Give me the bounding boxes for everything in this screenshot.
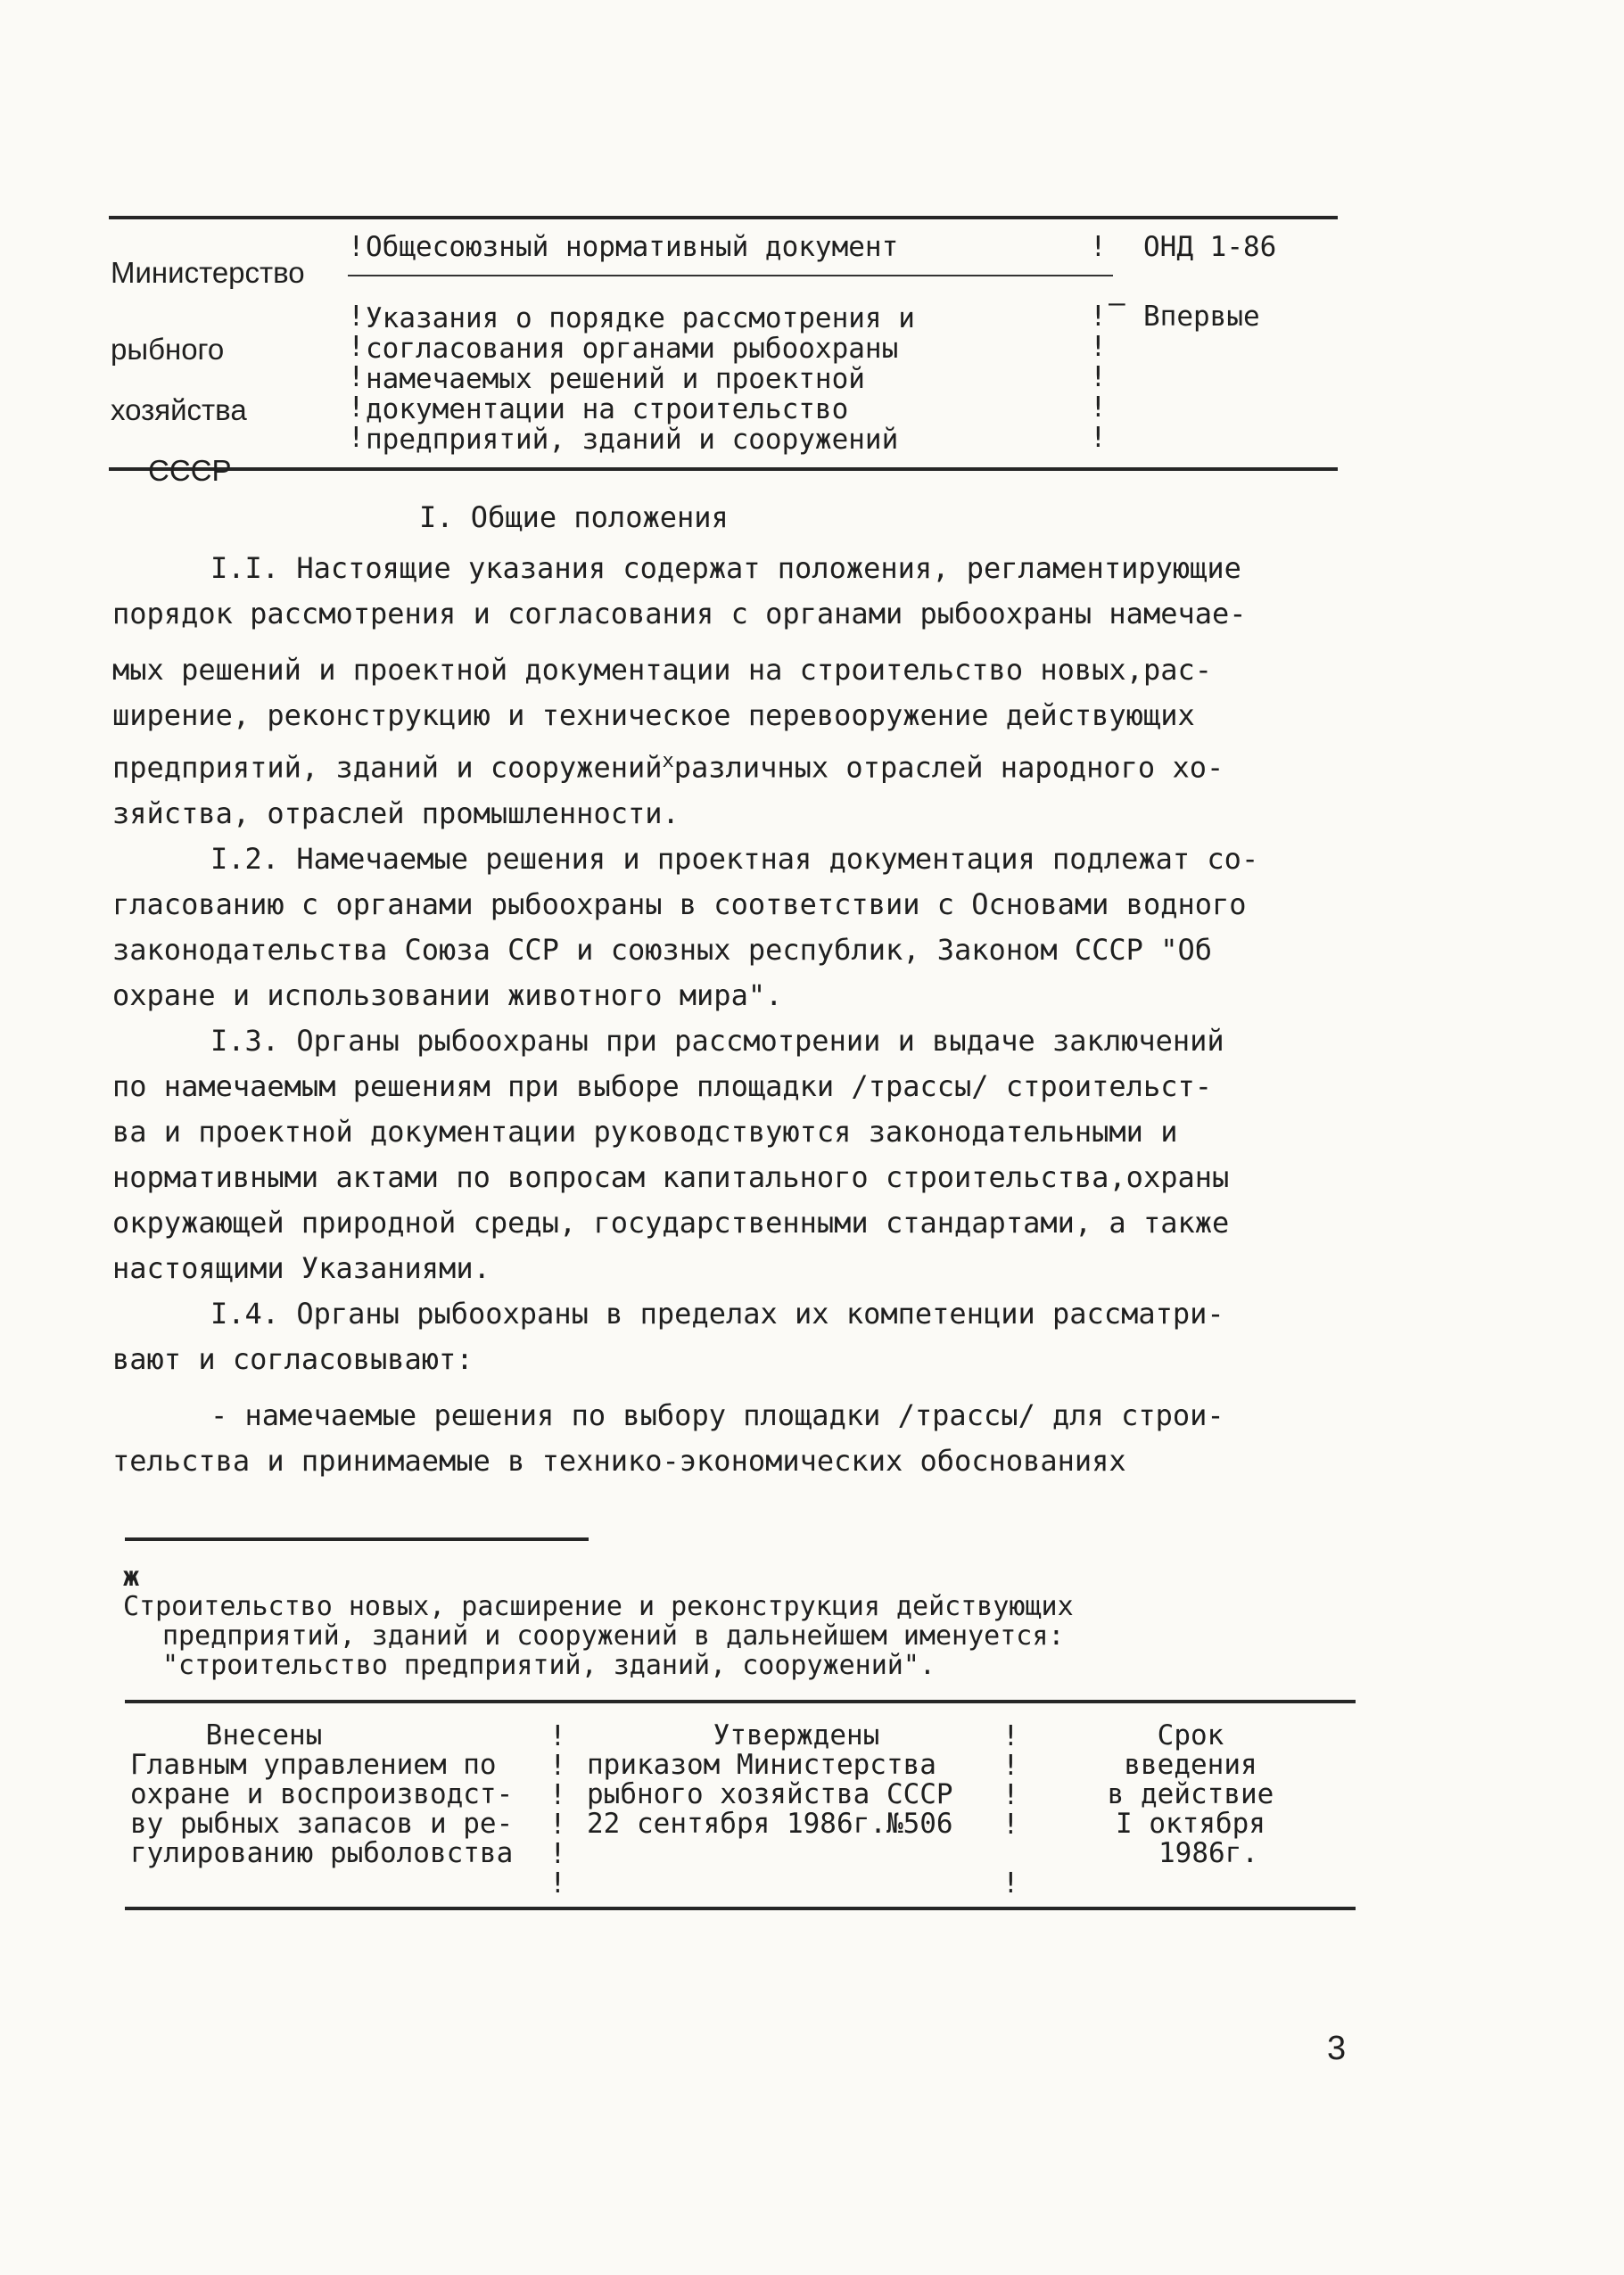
separator-mark: ! (348, 361, 365, 393)
section-title: I. Общие положения (419, 500, 729, 534)
introduced-line: Главным управлением по (130, 1749, 497, 1781)
separator-mark: ! (348, 301, 365, 333)
separator-mark: ! (549, 1838, 566, 1870)
text-line: I.I. Настоящие указания содержат положения, регламентирующие (210, 551, 1241, 585)
footnote-text: Строительство новых, расширение и реконструкция действующих (123, 1591, 1074, 1622)
separator-mark: ! (348, 331, 365, 363)
text-fragment: предприятий, зданий и сооружений (112, 750, 663, 785)
separator-mark: ! (1090, 301, 1107, 333)
separator-mark: ! (1002, 1867, 1019, 1900)
ministry-line: Министерство (111, 256, 305, 289)
separator-mark: ! (348, 422, 365, 454)
separator-mark: ! (549, 1867, 566, 1900)
title-line: предприятий, зданий и сооружений (366, 424, 899, 456)
text-line: порядок рассмотрения и согласования с органами рыбоохраны намечае- (112, 597, 1247, 631)
first-edition-label: Впервые (1143, 301, 1260, 333)
title-line: документации на строительство (366, 393, 849, 425)
effective-line: I октября (1116, 1808, 1265, 1840)
document-header (109, 216, 1338, 487)
text-line: I.3. Органы рыбоохраны при рассмотрении и выдаче заключений (210, 1023, 1224, 1058)
approved-line: рыбного хозяйства СССР (587, 1778, 953, 1810)
approved-line: 22 сентября 1986г.№506 (587, 1808, 953, 1840)
text-line: зяйства, отраслей промышленности. (112, 795, 680, 830)
effective-date (1035, 1721, 1347, 1868)
text-fragment: различных отраслей народного хо- (673, 750, 1224, 785)
paragraph-1-1 (112, 546, 1352, 837)
effective-line: Срок (1157, 1719, 1224, 1752)
separator-mark: ! (549, 1750, 566, 1782)
separator-mark: ! (549, 1720, 566, 1752)
title-line: согласования органами рыбоохраны (366, 333, 899, 365)
footnote-line (123, 1562, 1336, 1621)
ministry-line: хозяйства (111, 393, 247, 426)
separator-mark: ! (1090, 231, 1107, 263)
text-line: ширение, реконструкцию и техническое перевооружение действующих (112, 698, 1195, 732)
document-type: Общесоюзный нормативный документ (348, 232, 1113, 276)
title-line: намечаемых решений и проектной (366, 363, 865, 395)
page-number: 3 (1327, 2030, 1347, 2067)
separator-mark: ! (549, 1779, 566, 1811)
footnote (123, 1562, 1336, 1680)
separator-mark: ! (348, 392, 365, 424)
dash-mark: – (1109, 287, 1125, 319)
document-code: ОНД 1-86 (1143, 231, 1277, 263)
approved-line: приказом Министерства (587, 1749, 936, 1781)
separator-mark: ! (1090, 392, 1107, 424)
introduced-line: ву рыбных запасов и ре- (130, 1808, 514, 1840)
document-code-block (1134, 232, 1331, 332)
separator-mark: ! (1002, 1720, 1019, 1752)
separator-mark: ! (1090, 361, 1107, 393)
ministry-name (111, 243, 351, 501)
document-title (348, 303, 1113, 455)
text-line: законодательства Союза ССР и союзных республик, Законом СССР "Об (112, 932, 1212, 967)
document-body (112, 546, 1352, 1484)
text-line: - намечаемые решения по выбору площадки /трассы/ для строи- (210, 1397, 1224, 1432)
text-line: настоящими Указаниями. (112, 1250, 490, 1285)
footnote-divider (125, 1537, 589, 1541)
title-line: Указания о порядке рассмотрения и (366, 302, 915, 334)
separator-mark: ! (1090, 422, 1107, 454)
text-line: ва и проектной документации руководствуются законодательными и (112, 1114, 1178, 1149)
footnote-mark: ж (123, 1562, 140, 1593)
introduced-line: гулированию рыболовства (130, 1837, 514, 1869)
paragraph-1-3 (112, 1018, 1352, 1291)
footnote-reference: x (662, 750, 674, 772)
separator-mark: ! (1090, 331, 1107, 363)
approved-by (587, 1721, 1006, 1839)
separator-mark: ! (1002, 1809, 1019, 1841)
text-line: мых решений и проектной документации на строительство новых,рас- (112, 653, 1212, 687)
separator-mark: ! (549, 1809, 566, 1841)
separator-mark: ! (1002, 1779, 1019, 1811)
approval-block (125, 1700, 1356, 1910)
paragraph-1-2 (112, 837, 1352, 1018)
text-line: по намечаемым решениям при выборе площадки /трассы/ строительст- (112, 1068, 1212, 1103)
text-line (112, 738, 1352, 791)
text-line: нормативными актами по вопросам капитального строительства,охраны (112, 1159, 1230, 1194)
effective-line: в действие (1107, 1778, 1274, 1810)
text-line: I.4. Органы рыбоохраны в пределах их компетенции рассматри- (210, 1296, 1224, 1331)
paragraph-list-item (112, 1393, 1352, 1484)
text-line: гласованию с органами рыбоохраны в соответствии с Основами водного (112, 886, 1247, 921)
separator-mark: ! (348, 231, 365, 263)
text-line: I.2. Намечаемые решения и проектная документация подлежат со- (210, 841, 1259, 876)
approved-line: Утверждены (713, 1719, 880, 1752)
footnote-line: предприятий, зданий и сооружений в дальнейшем именуется: (162, 1620, 1065, 1652)
footnote-line: "строительство предприятий, зданий, сооружений". (162, 1650, 936, 1681)
text-line: вают и согласовывают: (112, 1341, 474, 1376)
separator-mark: ! (1002, 1750, 1019, 1782)
text-line: окружающей природной среды, государственными стандартами, а также (112, 1205, 1230, 1240)
effective-line: 1986г. (1158, 1837, 1258, 1869)
document-title-block (348, 232, 1113, 455)
ministry-line: рыбного (111, 333, 225, 366)
introduced-by (130, 1721, 549, 1868)
effective-line: введения (1124, 1749, 1257, 1781)
introduced-line: Внесены (205, 1719, 323, 1752)
introduced-line: охране и воспроизводст- (130, 1778, 514, 1810)
text-line: тельства и принимаемые в технико-экономических обоснованиях (112, 1443, 1126, 1478)
paragraph-1-4 (112, 1291, 1352, 1382)
ministry-line: СССР (148, 454, 232, 487)
text-line: охране и использовании животного мира". (112, 977, 783, 1012)
